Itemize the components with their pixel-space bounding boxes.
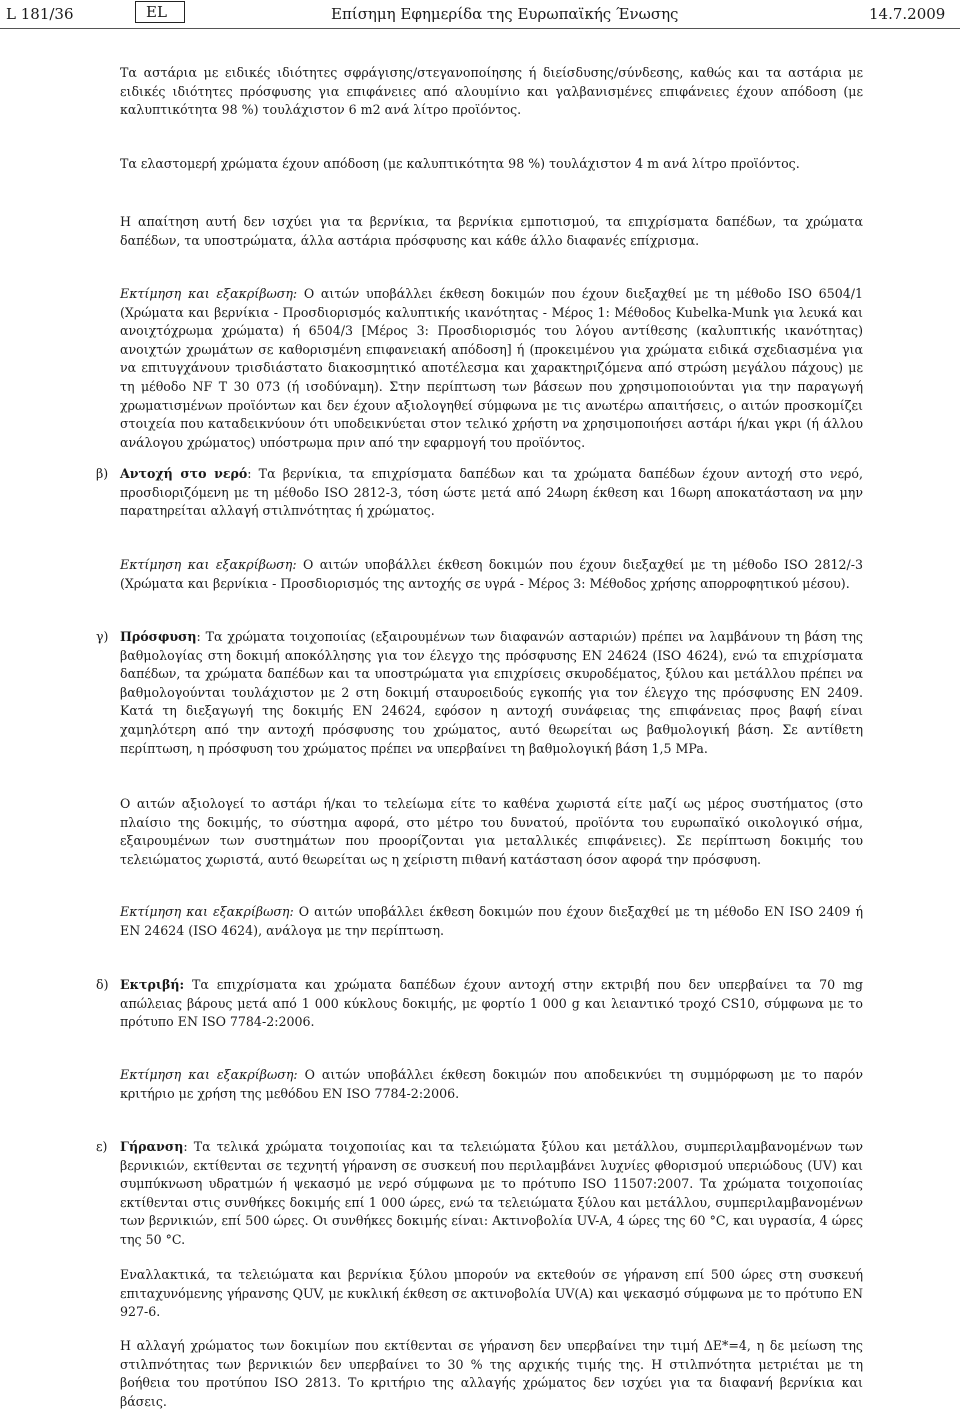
paragraph-assessment-abrasion [120,1066,863,1103]
paragraph-abrasion [120,976,863,1032]
paragraph-exemption: Η απαίτηση αυτή δεν ισχύει για τα βερνίκια, τα βερνίκια εμποτισμού, τα επιχρίσματα δαπέδων, τα χρώματα δαπέδων, τα υποστρώματα, άλλα αστάρια πρόσφυσης και κάθε άλλο διαφανές επίχρισμα. [120,214,863,248]
assessment-text: Ο αιτών υποβάλλει έκθεση δοκιμών που έχουν διεξαχθεί με τη μέθοδο ISO 6504/1 (Χρώματα και βερνίκια - Προσδιορισμός καλυπτικής ικανότητας - Μέρος 1: Μέθοδος Kubelka-Munk για λευκά και ανοιχτόχρωμα χρώματα) ή 6504/3 [Μέρος 3: Προσδιορισμός του λόγου αντίθεσης (καλυπτικής ικανότητας) ανοιχτών χρωμάτων σε καθορισμένη επιφανειακή απόδοση] ή (προκειμένου για χρώματα ειδικά σχεδιασμένα για να επιτυγχάνουν τρισδιάστατο διακοσμητικό αποτέλεσμα και χαρακτηριζόμενα από στρώση μεγάλου πάχους) με τη μέθοδο NF T 30 073 (ή ισοδύναμη). Στην περίπτωση των βάσεων που χρησιμοποιούνται για την παραγωγή χρωματισμένων προϊόντων και δεν έχουν αξιολογηθεί σύμφωνα με τις ανωτέρω απαιτήσεις, ο αιτών προσκομίζει στοιχεία που καταδεικνύουν ότι υποδεικνύεται στον τελικό χρήστη να χρησιμοποιήσει αστάρι ή/και γκρι (ή άλλου ανάλογου χρώματος) υπόστρωμα πριν από την εφαρμογή του προϊόντος. [120,286,863,450]
assessment-text: Ο αιτών υποβάλλει έκθεση δοκιμών που έχουν διεξαχθεί με τη μέθοδο ISO 2812/-3 (Χρώματα και βερνίκια - Προσδιορισμός της αντοχής σε υγρά - Μέρος 3: Μέθοδος χρήσης απορροφητικού μέσου). [120,557,863,591]
header-divider [0,28,960,29]
item-marker-d: δ) [96,977,109,992]
assessment-text: Ο αιτών υποβάλλει έκθεση δοκιμών που έχουν διεξαχθεί με τη μέθοδο EN ISO 2409 ή EN 24624 (ISO 4624), ανάλογα με την περίπτωση. [120,904,863,938]
item-marker-e: ε) [96,1139,108,1154]
paragraph-water-resistance [120,465,863,521]
item-marker-b: β) [96,466,109,481]
page-number: L 181/36 [6,5,74,23]
adhesion-text: : Τα χρώματα τοιχοποιίας (εξαιρουμένων των διαφανών ασταριών) πρέπει να λαμβάνουν τη βάση της βαθμολογίας στη δοκιμή αποκόλλησης για τον έλεγχο της πρόσφυσης EN 24624 (ISO 4624), ενώ τα επιχρίσματα δαπέδων, τα χρώματα δαπέδων και τα υποστρώματα για επιχρίσεις σκυροδέματος, ξύλου και μετάλλου πρέπει να βαθμολογούνται τουλάχιστον με 2 στη δοκιμή σταυροειδούς εγκοπής για τον έλεγχο της πρόσφυσης EN 2409. Κατά τη διεξαγωγή της δοκιμής EN 24624, εφόσον η αντοχή συνάφειας της επιφάνειας προς βαφή είναι χαμηλότερη από την αντοχή πρόσφυσης του χρώματος, αυτό θεωρείται ως βαθμολογική βάση. Σε αντίθετη περίπτωση, η πρόσφυση του χρώματος πρέπει να υπερβαίνει τη βαθμολογική βάση 1,5 MPa. [120,629,863,756]
paragraph-adhesion-system: Ο αιτών αξιολογεί το αστάρι ή/και το τελείωμα είτε το καθένα χωριστά είτε μαζί ως μέρος συστήματος (στο πλαίσιο της δοκιμής, το σύστημα αφορά, στο μέτρο του δυνατού, προϊόντα του ευρωπαϊκό οικολογικό σήμα, εξαιρουμένων των συστημάτων που προορίζονται για μεταλλικές επιφάνειες). Σε περίπτωση δοκιμής του τελειώματος χωριστά, αυτό θεωρείται ως η χείριστη πιθανή κατάσταση όσον αφορά την πρόσφυση. [120,796,863,867]
issue-date: 14.7.2009 [869,5,946,23]
paragraph-primers: Τα αστάρια με ειδικές ιδιότητες σφράγισης/στεγανοποίησης ή διείσδυσης/σύνδεσης, καθώς και τα αστάρια με ειδικές ιδιότητες πρόσφυσης για επιφάνειες από αλουμίνιο και γαλβανισμένες επιφάνειες έχουν απόδοση (με καλυπτικότητα 98 %) τουλάχιστον 6 m2 ανά λίτρο προϊόντος. [120,65,863,118]
heading-water-resistance: Αντοχή στο νερό [120,466,248,481]
heading-adhesion: Πρόσφυση [120,629,197,644]
paragraph-adhesion [120,628,863,758]
paragraph-elastomeric: Τα ελαστομερή χρώματα έχουν απόδοση (με καλυπτικότητα 98 %) τουλάχιστον 4 m ανά λίτρο προϊόντος. [120,156,800,171]
water-resistance-text: : Τα βερνίκια, τα επιχρίσματα δαπέδων και τα χρώματα δαπέδων έχουν αντοχή στο νερό, προσδιοριζόμενη με τη μέθοδο ISO 2812-3, τόση ώστε μετά από 24ωρη έκθεση και 16ωρη αποκατάσταση να μην παρατηρείται αλλαγή στιλπνότητας ή χρώματος. [120,466,863,519]
paragraph-assessment-water [120,556,863,593]
journal-title: Επίσημη Εφημερίδα της Ευρωπαϊκής Ένωσης [331,5,679,23]
language-badge: EL [135,1,185,23]
abrasion-text: Τα επιχρίσματα και χρώματα δαπέδων έχουν αντοχή στην εκτριβή που δεν υπερβαίνει τα 70 mg απώλειας βάρους μετά από 1 000 κύκλους δοκιμής, με φορτίο 1 000 g και λειαντικό τροχό CS10, σύμφωνα με το πρότυπο EN ISO 7784-2:2006. [120,977,863,1030]
assessment-label: Εκτίμηση και εξακρίβωση: [120,904,294,919]
paragraph-weathering-color-change: Η αλλαγή χρώματος των δοκιμίων που εκτίθενται σε γήρανση δεν υπερβαίνει την τιμή ΔΕ*=4, η δε μείωση της στιλπνότητας των βερνικιών δεν υπερβαίνει το 30 % της αρχικής τιμής της. Η στιλπνότητα μετριέται με τη βοήθεια του προτύπου ISO 2813. Το κριτήριο της αλλαγής χρώματος δεν ισχύει για τα διαφανή βερνίκια και βάσεις. [120,1338,863,1409]
heading-abrasion: Εκτριβή: [120,977,185,992]
heading-weathering: Γήρανση [120,1139,184,1154]
assessment-text: Ο αιτών υποβάλλει έκθεση δοκιμών που αποδεικνύει τη συμμόρφωση με το παρόν κριτήριο με χρήση της μεθόδου EN ISO 7784-2:2006. [120,1067,863,1101]
assessment-label: Εκτίμηση και εξακρίβωση: [120,1067,298,1082]
paragraph-assessment-adhesion [120,903,863,940]
paragraph-weathering [120,1138,863,1250]
paragraph-assessment-coverage [120,285,863,452]
paragraph-weathering-alternative: Εναλλακτικά, τα τελειώματα και βερνίκια ξύλου μπορούν να εκτεθούν σε γήρανση επί 500 ώρες στη συσκευή επιταχυνόμενης γήρανσης QUV, με κυκλική έκθεση σε ακτινοβολία UV(A) και ψεκασμό σύμφωνα με το πρότυπο EN 927-6. [120,1267,863,1320]
assessment-label: Εκτίμηση και εξακρίβωση: [120,286,298,301]
page-header [0,0,960,28]
assessment-label: Εκτίμηση και εξακρίβωση: [120,557,297,572]
item-marker-c: γ) [96,629,109,644]
weathering-text: : Τα τελικά χρώματα τοιχοποιίας και τα τελειώματα ξύλου και μετάλλου, συμπεριλαμβανομένων των βερνικιών, εκτίθενται σε τεχνητή γήρανση σε συσκευή που περιλαμβάνει λυχνίες φθορισμού υπεριώδους (UV) και συμπύκνωση υδρατμών ή ψεκασμό με νερό σύμφωνα με το πρότυπο ISO 11507:2007. Τα χρώματα τοιχοποιίας εκτίθενται στις συνθήκες δοκιμής επί 1 000 ώρες, ενώ τα τελειώματα ξύλου και μετάλλου, συμπεριλαμβανομένων των βερνικιών, επί 500 ώρες. Οι συνθήκες δοκιμής είναι: Ακτινοβολία UV-A, 4 ώρες της 60 °C, και υγρασία, 4 ώρες της 50 °C. [120,1139,863,1247]
